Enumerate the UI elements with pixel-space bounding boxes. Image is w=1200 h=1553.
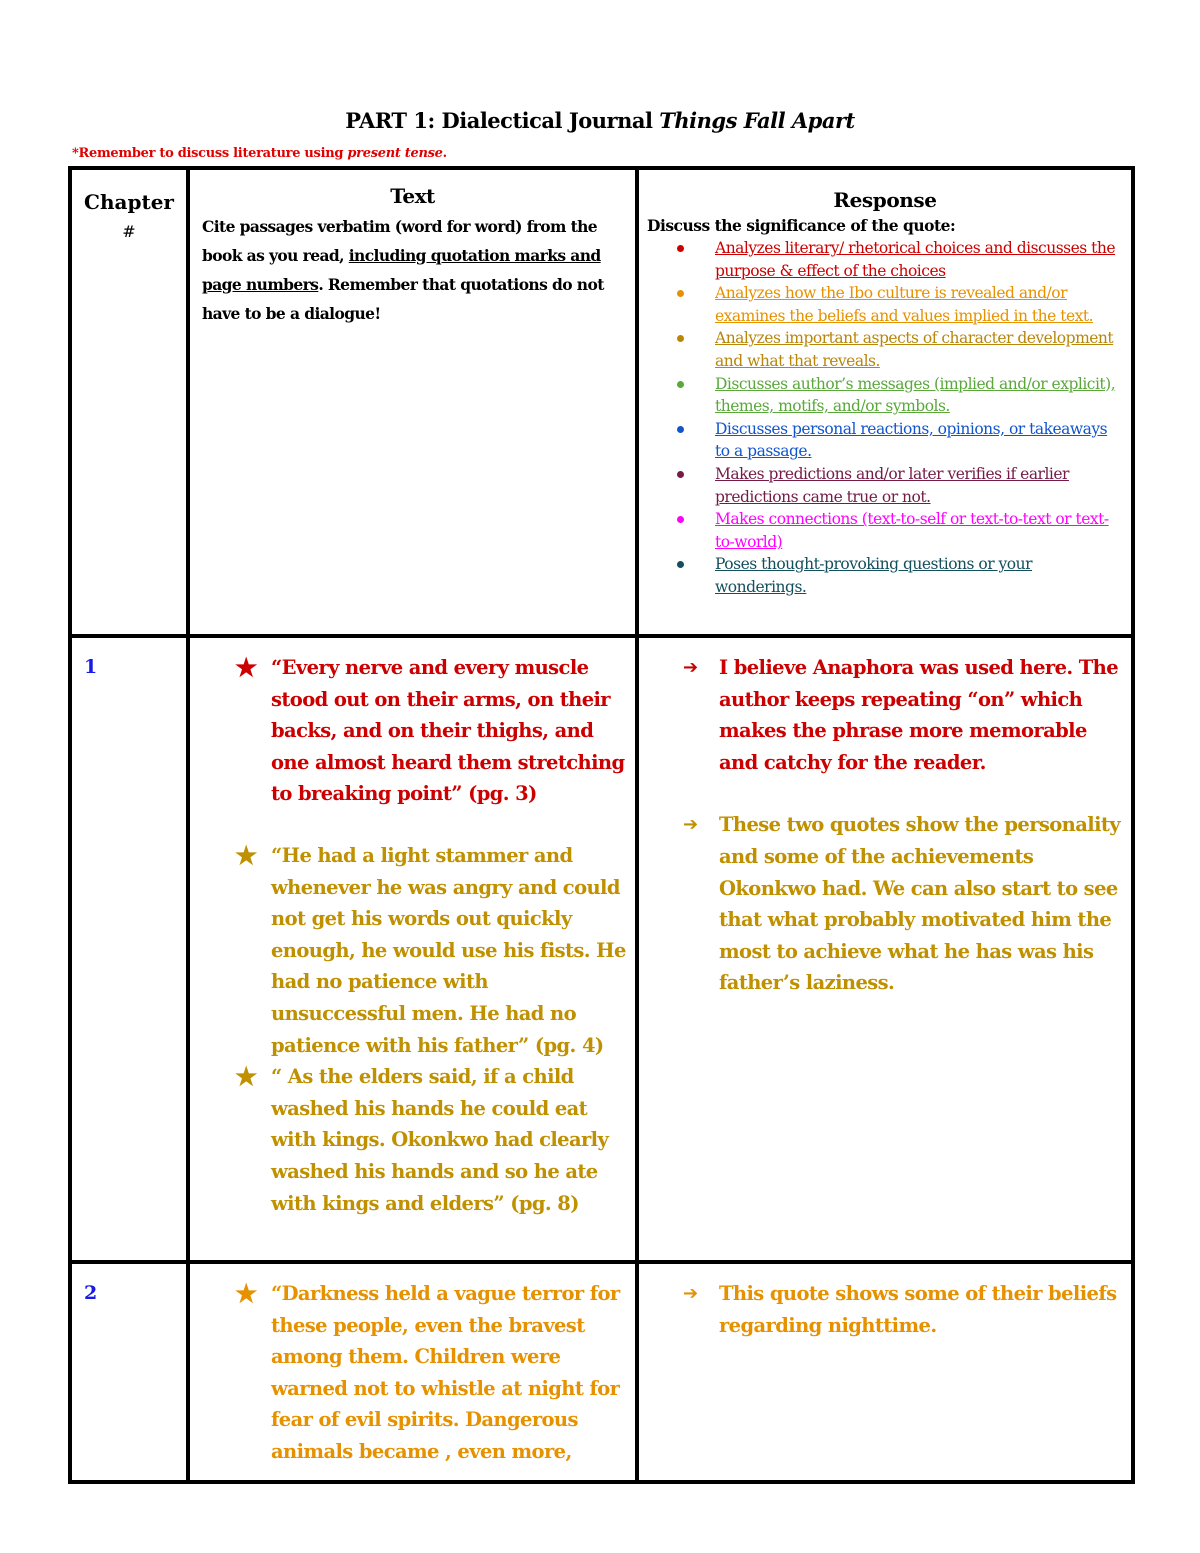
guideline-text: Poses thought-provoking questions or your wonderings. <box>715 555 1033 596</box>
chapter-number: 2 <box>84 1282 98 1304</box>
quotes-list <box>190 1278 635 1480</box>
bullet-icon <box>677 426 684 433</box>
reminder-prefix: *Remember to discuss literature using <box>72 146 344 161</box>
bullet-icon <box>677 381 684 388</box>
guideline-item <box>677 237 1121 282</box>
reminder-note <box>72 146 447 161</box>
bullet-icon <box>677 516 684 523</box>
response-item <box>683 809 1123 999</box>
arrow-right-icon: ➔ <box>683 1283 698 1304</box>
chapter-header-cell <box>70 168 188 636</box>
response-cell <box>637 1262 1133 1482</box>
reminder-suffix: . <box>442 146 447 161</box>
response-cell <box>637 636 1133 1262</box>
bullet-icon <box>677 290 684 297</box>
chapter-cell <box>70 1262 188 1482</box>
page-title <box>0 108 1200 133</box>
guideline-item <box>677 508 1121 553</box>
text-header-cell <box>188 168 637 636</box>
text-cell <box>188 636 637 1262</box>
quote-text: “He had a light stammer and whenever he was angry and could not get his words out quickly enough, he would use his fists. He had no patience with unsuccessful men. He had no patience with his father” (pg. 4) <box>271 843 626 1057</box>
text-desc-underlined: including quotation marks and page numbers <box>202 246 601 294</box>
response-header-subtitle: Discuss the significance of the quote: <box>647 216 956 235</box>
response-header-cell <box>637 168 1133 636</box>
text-desc-part-1: Cite passages verbatim (word for word) from the book as you read, <box>202 217 598 265</box>
bullet-icon <box>677 335 684 342</box>
guideline-item <box>677 327 1121 372</box>
text-header-title: Text <box>390 184 435 208</box>
response-item <box>683 652 1123 778</box>
guideline-item <box>677 282 1121 327</box>
chapter-header-hash: # <box>122 222 136 241</box>
responses-list <box>639 652 1131 1011</box>
quote-item <box>235 840 627 1061</box>
quote-item <box>235 1278 627 1468</box>
quote-text: “Every nerve and every muscle stood out on their arms, on their backs, and on their thighs, and one almost heard them stretching to breaking point” (pg. 3) <box>271 656 625 806</box>
guideline-item <box>677 553 1121 598</box>
table-row-chapter-2 <box>70 1262 1133 1482</box>
table-header-row <box>70 168 1133 636</box>
title-main: PART 1: Dialectical Journal <box>345 108 653 133</box>
text-header-description <box>202 212 615 328</box>
bullet-icon <box>677 471 684 478</box>
response-text: These two quotes show the personality and some of the achievements Okonkwo had. We can also start to see that what probably motivated him the most to achieve what he has was his father’s laziness. <box>719 813 1121 995</box>
response-item <box>683 1278 1123 1341</box>
guideline-text: Discusses author’s messages (implied and/or explicit), themes, motifs, and/or symbols. <box>715 374 1116 416</box>
star-icon: ★ <box>235 1062 257 1092</box>
star-icon: ★ <box>235 653 257 682</box>
bullet-icon <box>677 245 684 252</box>
title-book: Things Fall Apart <box>659 108 855 133</box>
guideline-text: Makes predictions and/or later verifies if earlier predictions came true or not. <box>715 464 1069 506</box>
arrow-right-icon: ➔ <box>683 814 698 836</box>
response-text: This quote shows some of their beliefs regarding nighttime. <box>719 1282 1117 1337</box>
text-desc-part-2: . Remember that quotations do not have to be a dialogue! <box>202 275 604 323</box>
guideline-text: Analyzes important aspects of character development and what that reveals. <box>715 329 1114 370</box>
chapter-header-label: Chapter <box>84 190 174 214</box>
quote-item <box>235 652 627 810</box>
guideline-text: Analyzes how the Ibo culture is revealed and/or examines the beliefs and values implied in the text. <box>715 284 1094 325</box>
star-icon: ★ <box>235 1279 257 1308</box>
response-text: I believe Anaphora was used here. The author keeps repeating “on” which makes the phrase more memorable and catchy for the reader. <box>719 656 1119 774</box>
table-row-chapter-1 <box>70 636 1133 1262</box>
guideline-item <box>677 463 1121 508</box>
reminder-italic: present tense <box>347 146 443 161</box>
guideline-text: Discusses personal reactions, opinions, or takeaways to a passage. <box>715 419 1108 461</box>
guideline-text: Analyzes literary/ rhetorical choices and discusses the purpose & effect of the choices <box>715 239 1116 280</box>
quote-text: “ As the elders said, if a child washed his hands he could eat with kings. Okonkwo had clearly washed his hands and so he ate with kings and elders” (pg. 8) <box>271 1065 609 1215</box>
guideline-item <box>677 418 1121 463</box>
guideline-item <box>677 373 1121 418</box>
quote-text: “Darkness held a vague terror for these people, even the bravest among them. Children were warned not to whistle at night for fear of evil spirits. Dangerous animals became , even more, <box>271 1282 620 1463</box>
chapter-cell <box>70 636 188 1262</box>
arrow-right-icon: ➔ <box>683 657 698 678</box>
responses-list <box>639 1278 1131 1353</box>
quote-item <box>235 1061 627 1219</box>
dialectical-journal-table <box>68 166 1135 1484</box>
response-header-title: Response <box>833 188 937 212</box>
guideline-text: Makes connections (text-to-self or text-to-text or text-to-world) <box>715 510 1109 551</box>
bullet-icon <box>677 561 684 568</box>
response-guidelines-list <box>639 237 1131 599</box>
star-icon: ★ <box>235 840 257 870</box>
text-cell <box>188 1262 637 1482</box>
quotes-list <box>190 652 635 1231</box>
chapter-number: 1 <box>84 656 98 678</box>
